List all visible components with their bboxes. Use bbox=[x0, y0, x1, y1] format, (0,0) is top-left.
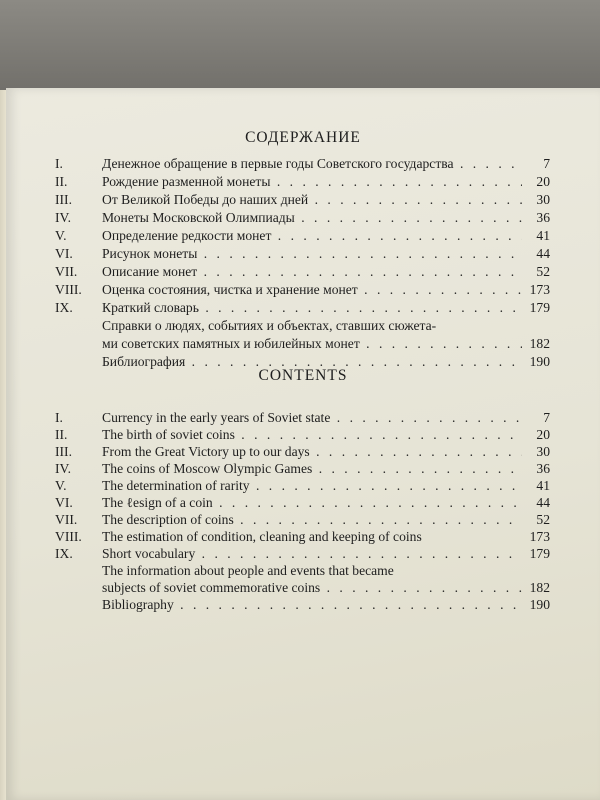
chapter-number: II. bbox=[55, 427, 68, 442]
chapter-title-line1: Справки о людях, событиях и объектах, ставших сюжета- bbox=[102, 318, 437, 333]
chapter-title: От Великой Победы до наших дней . . . bbox=[102, 192, 522, 208]
page-number: 182 bbox=[529, 336, 550, 351]
chapter-number: III. bbox=[55, 192, 72, 207]
chapter-number: I. bbox=[55, 410, 63, 425]
page-number: 182 bbox=[529, 580, 550, 595]
russian-toc-heading: СОДЕРЖАНИЕ bbox=[245, 129, 361, 146]
chapter-number: IV. bbox=[55, 461, 71, 476]
chapter-number: VI. bbox=[55, 495, 73, 510]
page-number: 173 bbox=[529, 529, 550, 544]
chapter-title: Bibliography . . . bbox=[102, 597, 522, 613]
chapter-title: Рождение разменной монеты . . . bbox=[102, 174, 522, 190]
chapter-title: The coins of Moscow Olympic Games . . . bbox=[102, 461, 522, 477]
page-number: 36 bbox=[536, 461, 550, 476]
page-number: 36 bbox=[536, 210, 550, 225]
chapter-number: III. bbox=[55, 444, 72, 459]
page-number: 173 bbox=[529, 282, 550, 297]
chapter-number: VII. bbox=[55, 512, 78, 527]
chapter-number: VIII. bbox=[55, 529, 82, 544]
table-background bbox=[0, 0, 600, 100]
chapter-number: II. bbox=[55, 174, 68, 189]
chapter-title-line1: The information about people and events that became bbox=[102, 563, 394, 578]
chapter-title: Монеты Московской Олимпиады . . . bbox=[102, 210, 522, 226]
chapter-number: V. bbox=[55, 228, 67, 243]
chapter-title: Денежное обращение в первые годы Советского государства . . . bbox=[102, 156, 522, 172]
chapter-number: IX. bbox=[55, 546, 73, 561]
page-number: 52 bbox=[536, 512, 550, 527]
chapter-title: Определение редкости монет . . . bbox=[102, 228, 522, 244]
chapter-number: VI. bbox=[55, 246, 73, 261]
chapter-title-line2: ми советских памятных и юбилейных монет . . . bbox=[102, 336, 522, 352]
chapter-title-line2: subjects of soviet commemorative coins . . . bbox=[102, 580, 522, 596]
page-number: 7 bbox=[543, 156, 550, 171]
english-toc-heading: CONTENTS bbox=[258, 367, 348, 384]
page-number: 190 bbox=[529, 597, 550, 612]
book-page bbox=[6, 88, 600, 800]
chapter-title: Краткий словарь . . . bbox=[102, 300, 522, 316]
chapter-number: IX. bbox=[55, 300, 73, 315]
chapter-title: Рисунок монеты . . . bbox=[102, 246, 522, 262]
page-number: 30 bbox=[536, 444, 550, 459]
page-number: 44 bbox=[536, 246, 550, 261]
page-number: 20 bbox=[536, 174, 550, 189]
chapter-title: The ℓesign of a coin . . . bbox=[102, 495, 522, 511]
page-number: 44 bbox=[536, 495, 550, 510]
chapter-title: The determination of rarity . . . bbox=[102, 478, 522, 494]
page-number: 52 bbox=[536, 264, 550, 279]
page-number: 179 bbox=[529, 546, 550, 561]
chapter-title: Оценка состояния, чистка и хранение монет . . . bbox=[102, 282, 522, 298]
chapter-title: The estimation of condition, cleaning and keeping of coins bbox=[102, 529, 422, 544]
page-number: 20 bbox=[536, 427, 550, 442]
chapter-title: Описание монет . . . bbox=[102, 264, 522, 280]
chapter-number: VII. bbox=[55, 264, 78, 279]
page-number: 41 bbox=[536, 478, 550, 493]
page-number: 179 bbox=[529, 300, 550, 315]
chapter-title: From the Great Victory up to our days . . . bbox=[102, 444, 522, 460]
chapter-number: VIII. bbox=[55, 282, 82, 297]
chapter-number: V. bbox=[55, 478, 67, 493]
page-number: 30 bbox=[536, 192, 550, 207]
chapter-number: IV. bbox=[55, 210, 71, 225]
page-number: 41 bbox=[536, 228, 550, 243]
chapter-title: Short vocabulary . . . bbox=[102, 546, 522, 562]
page-number: 190 bbox=[529, 354, 550, 369]
chapter-title: Currency in the early years of Soviet state . . . bbox=[102, 410, 522, 426]
chapter-title: Библиография . . . bbox=[102, 354, 522, 370]
chapter-title: The birth of soviet coins . . . bbox=[102, 427, 522, 443]
chapter-title: The description of coins . . . bbox=[102, 512, 522, 528]
chapter-number: I. bbox=[55, 156, 63, 171]
page-number: 7 bbox=[543, 410, 550, 425]
